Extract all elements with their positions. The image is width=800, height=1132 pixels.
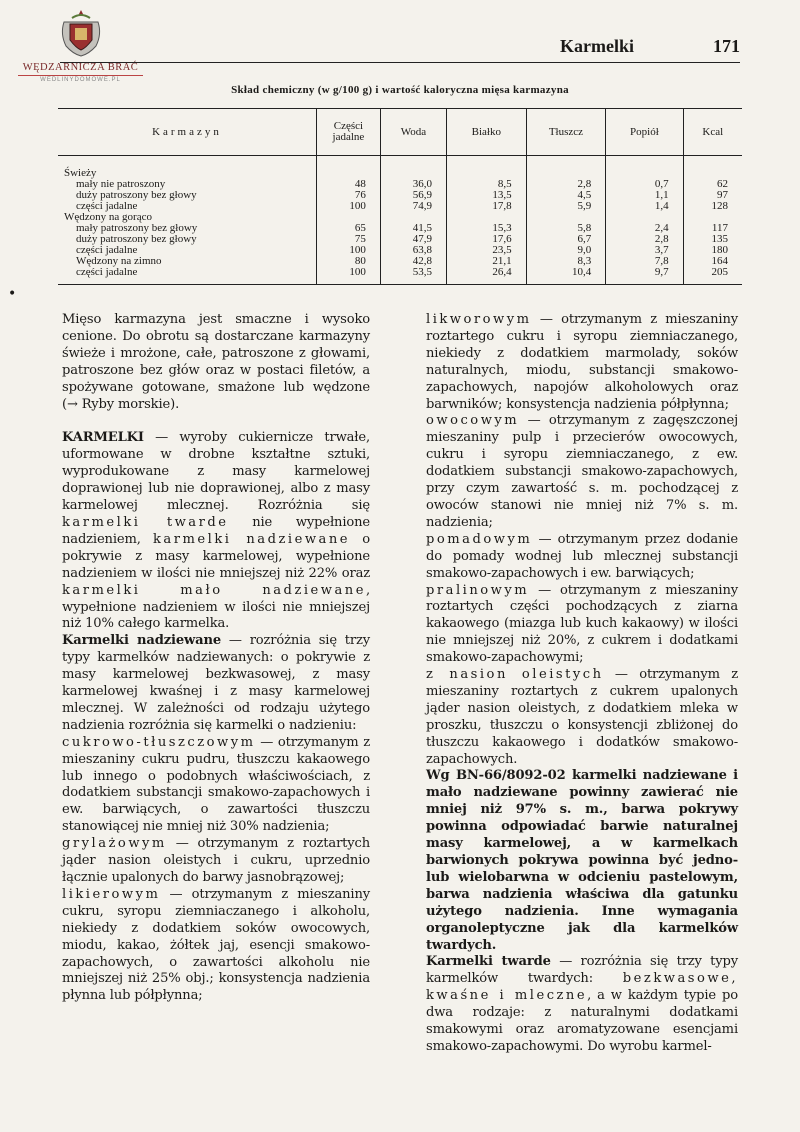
table-cell: 128 — [683, 201, 742, 212]
text-run: — otrzymanym z mieszaniny roztartych z cukrem upalonych jąder nasion oleistych, z dodatkiem mleka w proszku, tłuszczu o konsystencji zbliżonej do tłuszczu kakaowego i dodatków smakowo-zapachowych. — [426, 667, 738, 767]
table-cell: 10,4 — [526, 267, 606, 285]
term-cukrowo: cukrowo-tłuszczowym — [62, 734, 256, 750]
table-row — [58, 156, 742, 180]
table-cell: 6,7 — [526, 234, 606, 245]
table-cell: 80 — [316, 256, 380, 267]
table-cell: 41,5 — [380, 223, 446, 234]
table-cell — [606, 212, 683, 223]
table-cell: 2,8 — [526, 179, 606, 190]
table-cell — [316, 156, 380, 180]
column-header: Woda — [380, 109, 446, 156]
likier-paragraph — [62, 887, 370, 1005]
table-cell: 3,7 — [606, 245, 683, 256]
grylaz-paragraph — [62, 836, 370, 887]
owocowym-paragraph — [426, 413, 738, 531]
table-cell: 8,5 — [447, 179, 527, 190]
table-cell: 2,8 — [606, 234, 683, 245]
table-header-row — [58, 109, 742, 156]
composition-table — [58, 108, 742, 285]
text-run: nie wypełnione nadzieniem, — [62, 514, 370, 547]
column-header: Białko — [447, 109, 527, 156]
table-cell: 205 — [683, 267, 742, 285]
table-cell: 7,8 — [606, 256, 683, 267]
table-cell: 56,9 — [380, 190, 446, 201]
table-cell: 5,9 — [526, 201, 606, 212]
term-malo-nadziewane: karmelki mało nadziewane — [62, 582, 366, 598]
table-cell: 17,6 — [447, 234, 527, 245]
page-number: 171 — [713, 36, 740, 56]
table-cell: 47,9 — [380, 234, 446, 245]
cukrowo-paragraph — [62, 735, 370, 836]
term-twarde-types: bezkwasowe, kwaśne i mleczne — [426, 971, 738, 1004]
text-run: , a w każdym typie po dwa rodzaje: z naturalnymi dodatkami smakowymi oraz aromatyzowane esencjami smakowo-zapachowymi. Do wyrobu karmel- — [426, 988, 738, 1054]
column-header: Tłuszcz — [526, 109, 606, 156]
text-run: o pokrywie z masy karmelowej, wypełnione nadzieniem w ilości nie mniejszej niż 22% oraz — [62, 531, 370, 581]
term-nasion: z nasion oleistych — [426, 667, 604, 683]
text-run: — otrzymanym z mieszaniny cukru, syropu ziemniaczanego i alkoholu, niekiedy z dodatkiem soków owocowych, miodu, kakao, żółtek jaj, esencji smakowo-zapachowych, o zawartości alkoholu nie mniejszej niż 25% obj.; konsystencja nadzienia płynna lub półpłynna; — [62, 886, 370, 1004]
left-column — [62, 312, 370, 1005]
twarde-heading: Karmelki twarde — [426, 954, 551, 970]
term-nadziewane: karmelki nadziewane — [153, 531, 351, 547]
term-pralinowym: pralinowym — [426, 582, 530, 598]
table-cell: 63,8 — [380, 245, 446, 256]
table-cell: 75 — [316, 234, 380, 245]
table-cell: 0,7 — [606, 179, 683, 190]
table-cell: 100 — [316, 201, 380, 212]
term-pomadowym: pomadowym — [426, 531, 533, 547]
row-label: części jadalne — [76, 244, 138, 256]
table-cell: 15,3 — [447, 223, 527, 234]
table-cell: 100 — [316, 267, 380, 285]
row-label: duży patroszony bez głowy — [76, 189, 197, 201]
column-header: Karmazyn — [58, 109, 316, 156]
table-cell — [526, 212, 606, 223]
table-cell: 1,1 — [606, 190, 683, 201]
table-cell: 180 — [683, 245, 742, 256]
table-cell — [447, 156, 527, 180]
row-label: Świeży — [64, 167, 97, 179]
table-cell: 65 — [316, 223, 380, 234]
term-twarde: karmelki twarde — [62, 514, 229, 530]
term-grylaz: grylażowym — [62, 836, 167, 852]
text-run: , wypełnione nadzieniem w ilości nie mniejszej niż 10% całego karmelka. — [62, 582, 370, 632]
table-cell: 42,8 — [380, 256, 446, 267]
table-cell: 4,5 — [526, 190, 606, 201]
karmelki-heading: KARMELKI — [62, 430, 144, 446]
column-header: Kcal — [683, 109, 742, 156]
nadziewane-heading: Karmelki nadziewane — [62, 633, 222, 649]
row-label: mały patroszony bez głowy — [76, 222, 198, 234]
logo-url: WEDLINYDOMOWE.PL — [18, 75, 143, 83]
table-row — [58, 201, 742, 212]
pralinowym-paragraph — [426, 583, 738, 668]
row-label: Wędzony na zimno — [76, 255, 162, 267]
term-likier: likierowym — [62, 886, 161, 902]
karmelki-paragraph — [62, 430, 370, 633]
column-header: Popiół — [606, 109, 683, 156]
table-row — [58, 256, 742, 267]
table-cell: 9,7 — [606, 267, 683, 285]
table-cell: 117 — [683, 223, 742, 234]
table-row — [58, 234, 742, 245]
text-run: — otrzymanym przez dodanie do pomady wodnej lub mlecznej substancji smakowo-zapachowych i ew. barwiących; — [426, 531, 738, 581]
table-cell: 100 — [316, 245, 380, 256]
table-row — [58, 190, 742, 201]
table-cell: 9,0 — [526, 245, 606, 256]
table-cell: 36,0 — [380, 179, 446, 190]
text-run: — rozróżnia się trzy typy karmelków nadziewanych: o pokrywie z masy karmelowej bezkwasowej, z masy karmelowej kwaśnej i z masy karmelowej mlecznej. W zależności od rodzaju użytego nadzienia rozróżnia się karmelki o nadzieniu: — [62, 633, 370, 733]
table-cell: 76 — [316, 190, 380, 201]
table-cell: 5,8 — [526, 223, 606, 234]
table-row — [58, 267, 742, 285]
likworowym-paragraph — [426, 312, 738, 413]
table-cell: 21,1 — [447, 256, 527, 267]
table-cell: 53,5 — [380, 267, 446, 285]
column-header: Części jadalne — [316, 109, 380, 156]
logo-name: WĘDZARNICZA BRAĆ — [22, 62, 139, 73]
table-cell — [606, 156, 683, 180]
table-cell: 2,4 — [606, 223, 683, 234]
table-cell: 26,4 — [447, 267, 527, 285]
text-run: — rozróżnia się trzy typy karmelków twardych: — [426, 954, 738, 987]
text-run: — otrzymanym z mieszaniny roztartego cukru i syropu ziemniaczanego, niekiedy z dodatkiem marmolady, soków naturalnych, miodu, substancji smakowo-zapachowych, napojów alkoholowych oraz barwników; konsystencja nadzienia półpłynna; — [426, 312, 738, 412]
table-cell: 62 — [683, 179, 742, 190]
text-run: — otrzymanym z mieszaniny roztartych części pochodzących z ziarna kakaowego (miazga lub kuch kakaowy) w ilości nie mniejszej niż 20%, z cukrem i dodatkami smakowo-zapachowymi; — [426, 582, 738, 666]
row-label: części jadalne — [76, 200, 138, 212]
row-label: części jadalne — [76, 266, 138, 278]
term-likworowym: likworowym — [426, 312, 532, 327]
right-column — [426, 312, 738, 1056]
page-header — [560, 36, 740, 57]
table-cell: 97 — [683, 190, 742, 201]
table-cell — [447, 212, 527, 223]
margin-dot: • — [8, 286, 17, 302]
row-label: duży patroszony bez głowy — [76, 233, 197, 245]
nadziewane-paragraph — [62, 633, 370, 734]
table-cell: 135 — [683, 234, 742, 245]
intro-paragraph: Mięso karmazyna jest smaczne i wysoko cenione. Do obrotu są dostarczane karmazyny świeże i mrożone, całe, patroszone z głowami, patroszone bez głów oraz w postaci filetów, a spożywane gotowane, smażone lub wędzone (→ Ryby morskie). — [62, 312, 370, 412]
text-run: — otrzymanym z mieszaniny cukru pudru, tłuszczu kakaowego lub innego o podobnych właściwościach, z dodatkiem substancji smakowo-zapachowych i ew. barwiących, o zawartości tłuszczu stanowiącej nie mniej niż 30% nadzienia; — [62, 734, 370, 835]
nasion-paragraph — [426, 667, 738, 768]
table-cell: 164 — [683, 256, 742, 267]
table-cell: 48 — [316, 179, 380, 190]
twarde-paragraph — [426, 954, 738, 1055]
text-run: — otrzymanym z zagęszczonej mieszaniny pulp i przecierów owocowych, cukru i syropu ziemniaczanego, z ew. dodatkiem substancji smakowo-zapachowych, przy czym zawartość s. m. pochodzącej z owoców stanowi nie mniej niż 7% s. m. nadzienia; — [426, 413, 738, 530]
row-label: mały nie patroszony — [76, 178, 166, 190]
table-cell — [683, 156, 742, 180]
pomadowym-paragraph — [426, 532, 738, 583]
coat-of-arms-icon — [58, 8, 104, 58]
table-caption: Skład chemiczny (w g/100 g) i wartość kaloryczna mięsa karmazyna — [231, 84, 569, 96]
row-label: Wędzony na gorąco — [64, 211, 152, 223]
table-cell: 23,5 — [447, 245, 527, 256]
text-run: — wyroby cukiernicze trwałe, uformowane w drobne kształtne sztuki, wyprodukowane z masy karmelowej doprawionej lub nie doprawionej, albo z masy karmelowej mlecznej. Rozróżnia się — [62, 430, 370, 514]
table-cell: 13,5 — [447, 190, 527, 201]
norma-paragraph: Wg BN-66/8092-02 karmelki nadziewane i mało nadziewane powinny zawierać nie mniej niż 97% s. m., barwa pokrywy powinna odpowiadać barwie naturalnej masy karmelowej, a w karmelkach barwionych pokrywa powinna być jedno- lub wielobarwna w odcieniu pastelowym, barwa nadzienia właściwa dla gatunku użytego nadzienia. Inne wymagania organoleptyczne jak dla karmelków twardych. — [426, 768, 738, 953]
table-cell — [526, 156, 606, 180]
header-title: Karmelki — [560, 36, 634, 56]
header-rule — [60, 62, 740, 63]
table-cell: 74,9 — [380, 201, 446, 212]
logo — [18, 8, 143, 83]
table-cell: 17,8 — [447, 201, 527, 212]
table-cell: 1,4 — [606, 201, 683, 212]
table-cell: 8,3 — [526, 256, 606, 267]
table-cell — [380, 156, 446, 180]
text-run: — otrzymanym z roztartych jąder nasion oleistych i cukru, uprzednio łącznie upalonych do barwy jasnobrązowej; — [62, 836, 370, 885]
term-owocowym: owocowym — [426, 413, 520, 429]
table-cell — [316, 212, 380, 223]
